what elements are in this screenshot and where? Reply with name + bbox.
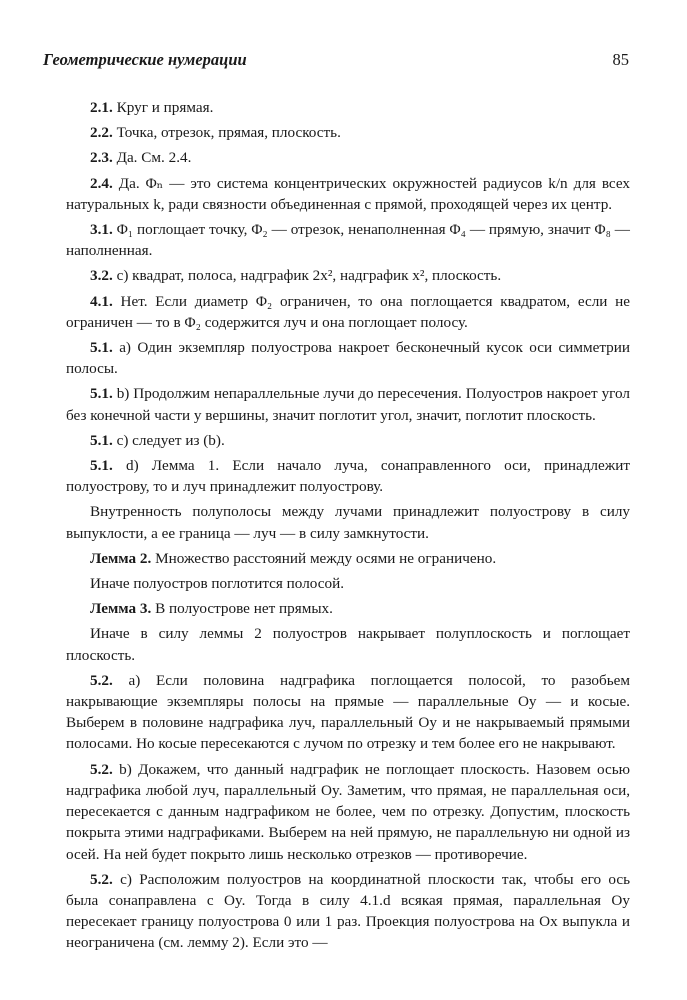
paragraph-label: 4.1.: [90, 292, 113, 310]
paragraph-text: Да. Φₙ — это система концентрических окружностей радиусов k/n для всех натуральных k, ради связности объединенная с прямой, проходящей через их центр.: [66, 174, 630, 213]
running-title: Геометрические нумерации: [43, 50, 247, 69]
paragraph-label: Лемма 3.: [90, 600, 152, 618]
paragraph-text: c) Расположим полуостров на координатной плоскости так, чтобы его ось была сонаправлена с Oy. Тогда в силу 4.1.d всякая прямая, параллельная Oy пересекает границу полуострова 0 или 1 раз. Проекция полуострова на Ox выпукла и неограничена (см. лемму 2). Если это —: [66, 870, 631, 952]
paragraph-label: 5.1.: [90, 385, 113, 403]
paragraph: [66, 455, 630, 497]
paragraph-label: 2.2.: [90, 124, 113, 142]
paragraph: [66, 337, 630, 379]
paragraph: [66, 383, 630, 425]
paragraph-text: Множество расстояний между осями не ограничено.: [155, 549, 497, 567]
paragraph-label: 5.1.: [90, 431, 113, 449]
paragraph: [66, 869, 630, 954]
paragraph-label: 3.1.: [90, 221, 113, 239]
paragraph: [66, 623, 630, 665]
paragraph-text: Внутренность полуполосы между лучами принадлежит полуострову в силу выпуклости, а ее граница — луч — в силу замкнутости.: [66, 503, 630, 542]
paragraph: [66, 122, 630, 143]
page-header: [43, 50, 629, 72]
paragraph-text: Нет. Если диаметр Φ₂ ограничен, то она поглощается квадратом, если не ограничен — то в Φ₂ содержится луч и она поглощает полосу.: [66, 292, 631, 331]
paragraph-text: a) Один экземпляр полуострова накроет бесконечный кусок оси симметрии полосы.: [66, 339, 631, 378]
paragraph-text: Иначе полуостров поглотится полосой.: [90, 575, 345, 593]
paragraph-text: a) Если половина надграфика поглощается полосой, то разобьем накрывающие экземпляры полосы на прямые — параллельные Oy — и косые. Выберем в половине надграфика луч, параллельный Oy и не накрываемый прямыми полосами. Но косые пересекаются с лучом по отрезку и тем более его не накрывают.: [66, 671, 631, 753]
paragraph-text: Круг и прямая.: [116, 99, 214, 116]
paragraph: [66, 291, 630, 333]
paragraph: [66, 501, 630, 543]
paragraph-text: b) Докажем, что данный надграфик не поглощает плоскость. Назовем осью надграфика любой луч, параллельный Oy. Заметим, что прямая, не параллельная оси, пересекается с данным надграфиком не более, чем по отрезку. Допустим, плоскость покрыта этими надграфиками. Выберем на ней прямую, не параллельную ни одной из осей. На ней будет покрыто лишь несколько отрезков — противоречие.: [66, 760, 630, 863]
paragraph: [66, 97, 630, 118]
paragraph-label: Лемма 2.: [90, 549, 152, 567]
paragraph-text: c) квадрат, полоса, надграфик 2x², надграфик x², плоскость.: [116, 267, 502, 285]
paragraph-text: b) Продолжим непараллельные лучи до пересечения. Полуостров накроет угол без конечной части у вершины, значит поглотит угол, значит, поглотит плоскость.: [66, 385, 631, 424]
paragraph-text: Φ₁ поглощает точку, Φ₂ — отрезок, ненаполненная Φ₄ — прямую, значит Φ₈ — наполненная.: [66, 221, 630, 260]
paragraph-label: 5.2.: [90, 671, 113, 689]
paragraph-text: c) следует из (b).: [116, 431, 225, 449]
paragraph-text: Иначе в силу леммы 2 полуостров накрывает полуплоскость и поглощает плоскость.: [66, 625, 630, 664]
paragraph-label: 2.3.: [90, 149, 113, 167]
paragraph: [66, 173, 630, 215]
paragraph-label: 5.1.: [90, 339, 113, 357]
paragraph-label: 5.2.: [90, 760, 113, 778]
paragraph: [66, 548, 630, 569]
paragraph: [66, 430, 630, 451]
paragraph: [66, 265, 630, 286]
paragraph-text: Точка, отрезок, прямая, плоскость.: [116, 124, 341, 142]
paragraph: [66, 147, 630, 168]
paragraph-label: 5.1.: [90, 457, 113, 475]
page-body: [66, 97, 630, 958]
page-number: 85: [612, 50, 629, 69]
paragraph: [66, 759, 630, 865]
paragraph: [66, 670, 630, 755]
paragraph-text: В полуострове нет прямых.: [155, 600, 333, 618]
paragraph-label: 5.2.: [90, 870, 113, 888]
paragraph-label: 2.1.: [90, 99, 113, 116]
paragraph-text: Да. См. 2.4.: [116, 149, 192, 167]
paragraph: [66, 598, 630, 619]
paragraph-label: 3.2.: [90, 267, 113, 285]
paragraph-label: 2.4.: [90, 174, 113, 192]
paragraph: [66, 219, 630, 261]
paragraph: [66, 573, 630, 594]
paragraph-text: d) Лемма 1. Если начало луча, сонаправленного оси, принадлежит полуострову, то и луч принадлежит полуострову.: [66, 457, 630, 496]
